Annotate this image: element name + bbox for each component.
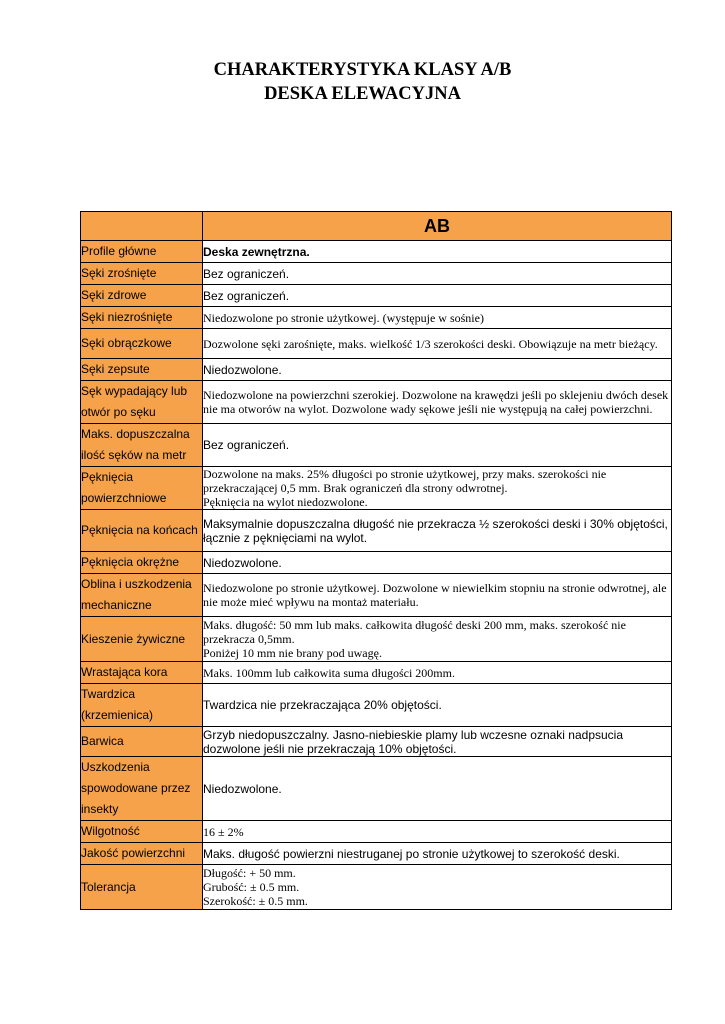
table-row [81, 359, 672, 381]
row-value [203, 574, 672, 617]
table-row [81, 843, 672, 865]
table-row [81, 617, 672, 662]
row-value [203, 359, 672, 381]
row-value-line: Długość: + 50 mm. [203, 866, 296, 880]
row-label: Pęknięcia powierzchniowe [81, 467, 203, 510]
row-value-line: Maks. długość: 50 mm lub maks. całkowita długość deski 200 mm, maks. szerokość nie przekracza 0,5mm. [203, 618, 626, 646]
table-row [81, 757, 672, 821]
row-value [203, 757, 672, 821]
row-value [203, 263, 672, 285]
document-title [0, 58, 725, 106]
row-label: Pęknięcia na końcach [81, 510, 203, 552]
row-value [203, 727, 672, 757]
row-label: Wilgotność [81, 821, 203, 843]
row-value [203, 821, 672, 843]
row-value [203, 552, 672, 574]
row-label: Sęki zrośnięte [81, 263, 203, 285]
row-value-line: Niedozwolone. [203, 555, 282, 570]
row-label: Wrastająca kora [81, 662, 203, 684]
row-label: Tolerancja [81, 865, 203, 910]
table-row [81, 241, 672, 263]
row-value-line: Niedozwolone po stronie użytkowej. (występuje w sośnie) [203, 310, 484, 325]
row-label: Kieszenie żywiczne [81, 617, 203, 662]
table-row [81, 424, 672, 467]
table-header-row [81, 212, 672, 241]
header-empty-cell [81, 212, 203, 241]
row-value [203, 424, 672, 467]
row-value-line: Poniżej 10 mm nie brany pod uwagę. [203, 646, 382, 660]
row-value-line: Niedozwolone. [203, 362, 282, 377]
row-value [203, 510, 672, 552]
row-value [203, 285, 672, 307]
row-value-line: Bez ograniczeń. [203, 266, 290, 281]
row-value [203, 843, 672, 865]
row-value [203, 684, 672, 727]
row-label: Sęki zepsute [81, 359, 203, 381]
table-row [81, 307, 672, 329]
row-value-line: Dozwolone sęki zarośnięte, maks. wielkość 1/3 szerokości deski. Obowiązuje na metr bieżący. [203, 336, 658, 351]
table-row [81, 574, 672, 617]
row-label: Sęki obrączkowe [81, 329, 203, 359]
row-value-line: Niedozwolone. [203, 781, 282, 796]
title-line-1: CHARAKTERYSTYKA KLASY A/B [213, 60, 512, 80]
row-value-line: Maks. 100mm lub całkowita suma długości 200mm. [203, 665, 455, 680]
row-value-line: Maksymalnie dopuszczalna długość nie przekracza ½ szerokości deski i 30% objętości, łącznie z pęknięciami na wylot. [203, 516, 668, 545]
row-label: Maks. dopuszczalna ilość sęków na metr [81, 424, 203, 467]
row-label: Uszkodzenia spowodowane przez insekty [81, 757, 203, 821]
row-label: Sęki zdrowe [81, 285, 203, 307]
row-value-line: Deska zewnętrzna. [203, 244, 310, 259]
row-value [203, 329, 672, 359]
row-value-line: Grzyb niedopuszczalny. Jasno-niebieskie plamy lub wczesne oznaki nadpsucia dozwolone jeśli nie przekraczają 10% objętości. [203, 727, 623, 756]
row-value-line: Pęknięcia na wylot niedozwolone. [203, 495, 368, 509]
row-label: Sęk wypadający lub otwór po sęku [81, 381, 203, 424]
row-label: Sęki niezrośnięte [81, 307, 203, 329]
row-value [203, 381, 672, 424]
row-value-line: Szerokość: ± 0.5 mm. [203, 894, 308, 908]
row-label: Pęknięcia okrężne [81, 552, 203, 574]
table-row [81, 263, 672, 285]
row-value-line: Niedozwolone na powierzchni szerokiej. Dozwolone na krawędzi jeśli po sklejeniu dwóch desek nie ma otworów na wylot. Dozwolone wady sękowe jeśli nie występują na całej powierzchni. [203, 388, 669, 416]
title-line-2: DESKA ELEWACYJNA [264, 84, 461, 104]
row-value [203, 865, 672, 910]
table-row [81, 684, 672, 727]
row-value-line: Maks. długość powierzni niestruganej po stronie użytkowej to szerokość deski. [203, 846, 620, 861]
table-row [81, 552, 672, 574]
header-class-cell: AB [203, 212, 672, 241]
row-value [203, 467, 672, 510]
row-value [203, 662, 672, 684]
row-label: Barwica [81, 727, 203, 757]
table-row [81, 727, 672, 757]
table-row [81, 329, 672, 359]
table-row [81, 662, 672, 684]
table-row [81, 865, 672, 910]
table-row [81, 510, 672, 552]
table-row [81, 381, 672, 424]
row-label: Jakość powierzchni [81, 843, 203, 865]
table-row [81, 821, 672, 843]
row-label: Profile główne [81, 241, 203, 263]
row-value-line: Twardzica nie przekraczająca 20% objętości. [203, 698, 442, 712]
row-value [203, 617, 672, 662]
row-value-line: Bez ograniczeń. [203, 288, 290, 303]
row-value-line: Niedozwolone po stronie użytkowej. Dozwolone w niewielkim stopniu na stronie odwrotnej, ale nie może mieć wpływu na montaż materiału. [203, 581, 667, 609]
row-value [203, 307, 672, 329]
row-value-line: Grubość: ± 0.5 mm. [203, 880, 300, 894]
row-value-line: Bez ograniczeń. [203, 438, 290, 452]
row-value-line: 16 ± 2% [203, 824, 244, 839]
row-value [203, 241, 672, 263]
table-row [81, 467, 672, 510]
class-characteristics-table [80, 211, 672, 910]
row-label: Oblina i uszkodzenia mechaniczne [81, 574, 203, 617]
row-value-line: Dozwolone na maks. 25% długości po stronie użytkowej, przy maks. szerokości nie przekraczającej 0,5 mm. Brak ograniczeń dla strony odwrotnej. [203, 467, 607, 495]
table-row [81, 285, 672, 307]
row-label: Twardzica (krzemienica) [81, 684, 203, 727]
